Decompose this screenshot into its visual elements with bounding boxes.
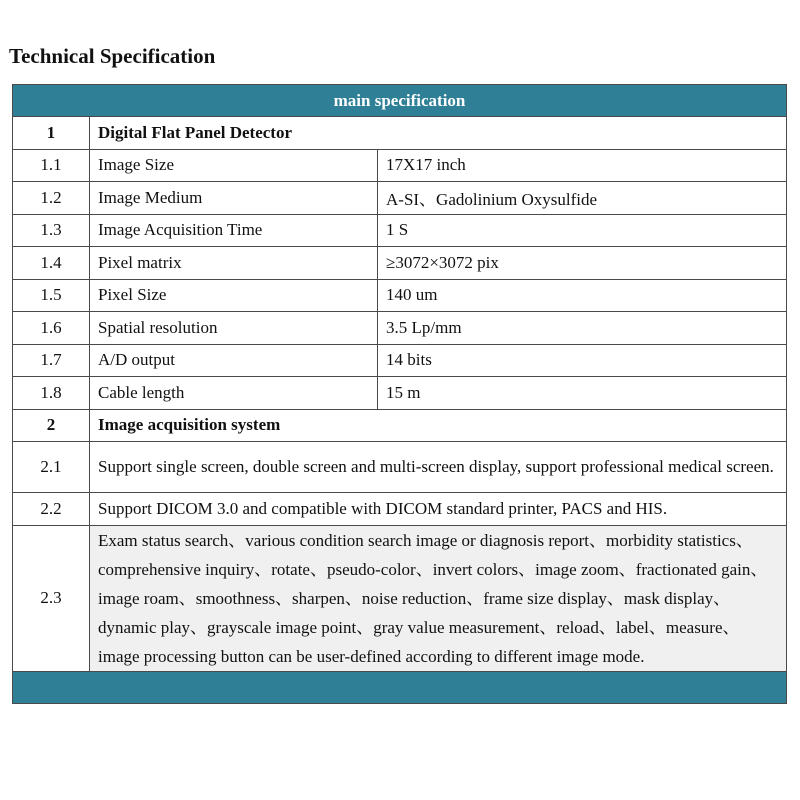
section-number: 2 xyxy=(13,409,90,442)
row-value: ≥3072×3072 pix xyxy=(378,247,787,280)
row-label: A/D output xyxy=(90,344,378,377)
row-text: Support single screen, double screen and multi-screen display, support professional medical screen. xyxy=(90,442,787,493)
row-number: 1.3 xyxy=(13,214,90,247)
section-title: Image acquisition system xyxy=(90,409,787,442)
table-row xyxy=(13,247,787,280)
page-title: Technical Specification xyxy=(9,44,216,68)
row-number: 1.8 xyxy=(13,377,90,410)
table-row xyxy=(13,344,787,377)
row-value: 140 um xyxy=(378,279,787,312)
row-number: 1.2 xyxy=(13,182,90,215)
section-title: Digital Flat Panel Detector xyxy=(90,117,787,150)
table-row xyxy=(13,279,787,312)
row-value: 15 m xyxy=(378,377,787,410)
row-text: Support DICOM 3.0 and compatible with DICOM standard printer, PACS and HIS. xyxy=(90,493,787,526)
row-value: 17X17 inch xyxy=(378,149,787,182)
table-row xyxy=(13,312,787,345)
row-label: Pixel Size xyxy=(90,279,378,312)
row-label: Image Acquisition Time xyxy=(90,214,378,247)
row-label: Cable length xyxy=(90,377,378,410)
row-number: 1.1 xyxy=(13,149,90,182)
section-row xyxy=(13,409,787,442)
row-value: 3.5 Lp/mm xyxy=(378,312,787,345)
row-label: Image Medium xyxy=(90,182,378,215)
row-label: Pixel matrix xyxy=(90,247,378,280)
spec-table xyxy=(12,84,787,704)
table-footer xyxy=(13,671,787,703)
section-number: 1 xyxy=(13,117,90,150)
table-row xyxy=(13,377,787,410)
row-value: 1 S xyxy=(378,214,787,247)
table-footer-row xyxy=(13,671,787,703)
row-number: 1.5 xyxy=(13,279,90,312)
table-row xyxy=(13,493,787,526)
table-row xyxy=(13,442,787,493)
table-header: main specification xyxy=(13,85,787,117)
row-value: A-SI、Gadolinium Oxysulfide xyxy=(378,182,787,215)
table-row xyxy=(13,214,787,247)
table-row xyxy=(13,525,787,671)
row-number: 2.2 xyxy=(13,493,90,526)
row-label: Spatial resolution xyxy=(90,312,378,345)
row-text: Exam status search、various condition search image or diagnosis report、morbidity statistics、comprehensive inquiry、rotate、pseudo-color、invert colors、image zoom、fractionated gain、image roam、smoothness、sharpen、noise reduction、frame size display、mask display、dynamic play、grayscale image point、gray value measurement、reload、label、measure、image processing button can be user-defined according to different image mode. xyxy=(90,525,787,671)
row-number: 1.7 xyxy=(13,344,90,377)
row-label: Image Size xyxy=(90,149,378,182)
row-number: 1.6 xyxy=(13,312,90,345)
table-header-row xyxy=(13,85,787,117)
row-number: 2.3 xyxy=(13,525,90,671)
table-row xyxy=(13,149,787,182)
table-row xyxy=(13,182,787,215)
row-number: 1.4 xyxy=(13,247,90,280)
row-number: 2.1 xyxy=(13,442,90,493)
section-row xyxy=(13,117,787,150)
row-value: 14 bits xyxy=(378,344,787,377)
